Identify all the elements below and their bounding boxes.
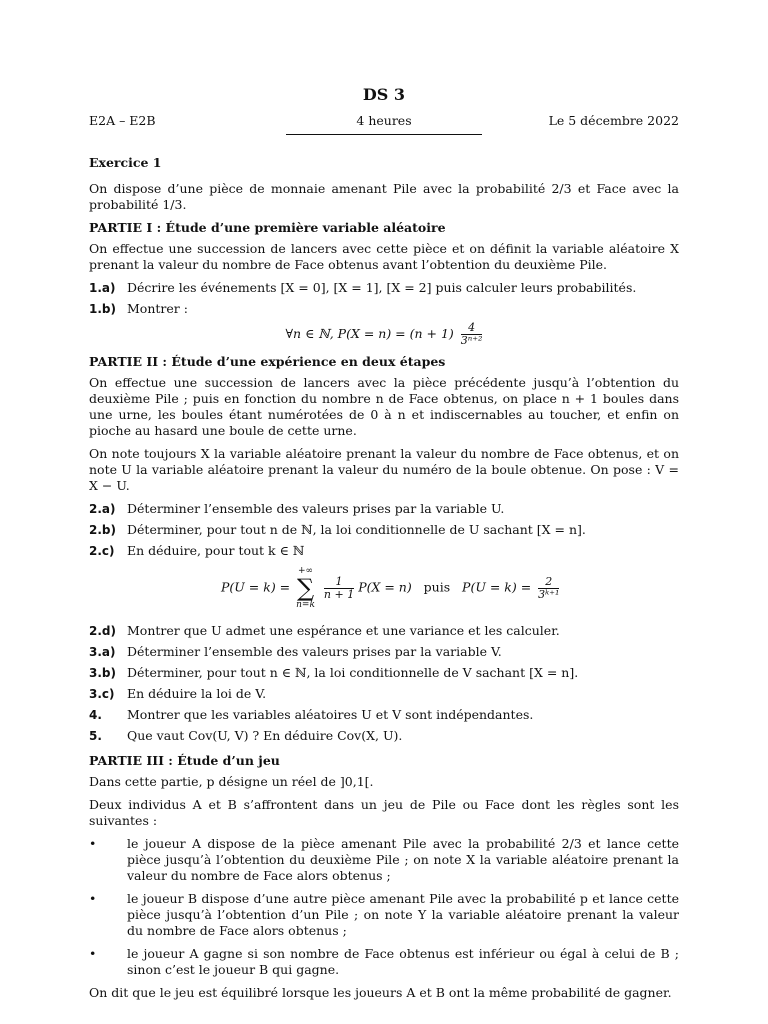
fraction-denominator: 3ⁿ⁺² xyxy=(460,334,483,347)
fraction-denominator: 3ᵏ⁺¹ xyxy=(538,587,560,601)
question-4 xyxy=(89,707,679,723)
question-number: 2.d) xyxy=(89,624,116,638)
bullet-glyph: • xyxy=(89,946,97,961)
equation-2c-content xyxy=(221,566,559,610)
question-text: Montrer : xyxy=(127,301,188,316)
question-number: 3.a) xyxy=(89,645,116,659)
question-3a xyxy=(89,644,679,660)
exercise-title: Exercice 1 xyxy=(89,155,162,170)
fraction-denominator: n + 1 xyxy=(323,587,355,601)
part2-title: PARTIE II : Étude d’une expérience en deux étapes xyxy=(89,354,446,369)
header-duration: 4 heures xyxy=(356,113,412,128)
equation-fraction-2 xyxy=(538,576,559,601)
equation-lhs: ∀n ∈ ℕ, P(X = n) = (n + 1) xyxy=(285,326,454,341)
part3-title: PARTIE III : Étude d’un jeu xyxy=(89,753,280,768)
question-3c xyxy=(89,686,679,702)
equation-word: puis xyxy=(423,579,451,595)
equation-lhs: P(U = k) = xyxy=(221,579,291,595)
part2-intro-1: On effectue une succession de lancers avec la pièce précédente jusqu’à l’obtention du deuxième Pile ; puis en fonction du nombre n de Face obtenus, on place n + 1 boules dans une urne, les boules étant numérotées de 0 à n et indiscernables au toucher, et enfin on pioche au hasard une boule de cette urne. xyxy=(89,375,679,438)
fraction-numerator: 2 xyxy=(538,576,559,589)
equation-fraction xyxy=(324,576,354,601)
question-text: Montrer que les variables aléatoires U et V sont indépendantes. xyxy=(127,707,534,722)
header-row xyxy=(89,113,679,131)
equation-rhs: P(U = k) = xyxy=(462,579,532,595)
question-number: 2.b) xyxy=(89,523,116,537)
part1-intro: On effectue une succession de lancers avec cette pièce et on définit la variable aléatoire X prenant la valeur du nombre de Face obtenus avant l’obtention du deuxième Pile. xyxy=(89,241,679,272)
part3-intro-1: Dans cette partie, p désigne un réel de ]0,1[. xyxy=(89,774,374,789)
question-text: En déduire, pour tout k ∈ ℕ xyxy=(127,543,305,558)
header-date: Le 5 décembre 2022 xyxy=(548,113,679,128)
sum-lower-bound: n=k xyxy=(296,600,315,610)
bullet-glyph: • xyxy=(89,836,97,851)
fraction-numerator: 4 xyxy=(461,322,483,335)
rule-bullet xyxy=(89,946,679,978)
question-1a xyxy=(89,280,679,296)
question-2d xyxy=(89,623,679,639)
question-text: En déduire la loi de V. xyxy=(127,686,267,701)
question-text: Que vaut Cov(U, V) ? En déduire Cov(X, U). xyxy=(127,728,403,743)
question-2c xyxy=(89,543,679,559)
question-number: 3.c) xyxy=(89,687,115,701)
part3-intro-2: Deux individus A et B s’affrontent dans un jeu de Pile ou Face dont les règles sont les suivantes : xyxy=(89,797,679,828)
question-5 xyxy=(89,728,679,744)
part1-title: PARTIE I : Étude d’une première variable aléatoire xyxy=(89,220,446,235)
rule-bullet xyxy=(89,891,679,939)
question-number: 2.a) xyxy=(89,502,116,516)
equation-term: P(X = n) xyxy=(358,579,412,595)
question-number: 1.a) xyxy=(89,281,116,295)
rule-bullet xyxy=(89,836,679,884)
bullet-text: le joueur A dispose de la pièce amenant Pile avec la probabilité 2/3 et lance cette pièce jusqu’à l’obtention du deuxième Pile ; on note X la variable aléatoire prenant la valeur du nombre de Face alors obtenus ; xyxy=(127,836,679,883)
question-text: Déterminer l’ensemble des valeurs prises par la variable U. xyxy=(127,501,505,516)
bullet-glyph: • xyxy=(89,891,97,906)
sum-symbol xyxy=(296,566,315,610)
sum-upper-bound: +∞ xyxy=(298,566,314,576)
part3-closing: On dit que le jeu est équilibré lorsque les joueurs A et B ont la même probabilité de gagner. xyxy=(89,985,672,1000)
document-title: DS 3 xyxy=(362,85,406,104)
header-rule xyxy=(286,134,482,135)
question-number: 4. xyxy=(89,708,102,722)
part2-intro-2: On note toujours X la variable aléatoire prenant la valeur du nombre de Face obtenus, et on note U la variable aléatoire prenant la valeur du numéro de la boule obtenue. On pose : V = X − U. xyxy=(89,446,679,493)
question-number: 1.b) xyxy=(89,302,116,316)
equation-2c xyxy=(89,564,679,616)
equation-1b xyxy=(89,322,679,347)
question-2b xyxy=(89,522,679,538)
equation-fraction xyxy=(461,322,483,347)
question-1b xyxy=(89,301,679,317)
fraction-numerator: 1 xyxy=(324,576,354,589)
document-body xyxy=(89,155,679,1008)
sigma-glyph: ∑ xyxy=(296,574,315,602)
header-class: E2A – E2B xyxy=(89,113,156,128)
exercise-intro: On dispose d’une pièce de monnaie amenant Pile avec la probabilité 2/3 et Face avec la probabilité 1/3. xyxy=(89,181,679,212)
question-number: 2.c) xyxy=(89,544,115,558)
bullet-text: le joueur B dispose d’une autre pièce amenant Pile avec la probabilité p et lance cette pièce jusqu’à l’obtention d’un Pile ; on note Y la variable aléatoire prenant la valeur du nombre de Face alors obtenus ; xyxy=(127,891,679,938)
question-text: Déterminer, pour tout n de ℕ, la loi conditionnelle de U sachant [X = n]. xyxy=(127,522,586,537)
question-number: 5. xyxy=(89,729,102,743)
bullet-text: le joueur A gagne si son nombre de Face obtenus est inférieur ou égal à celui de B ; sinon c’est le joueur B qui gagne. xyxy=(127,946,679,977)
question-text: Décrire les événements [X = 0], [X = 1], [X = 2] puis calculer leurs probabilités. xyxy=(127,280,637,295)
question-2a xyxy=(89,501,679,517)
question-text: Montrer que U admet une espérance et une variance et les calculer. xyxy=(127,623,560,638)
question-3b xyxy=(89,665,679,681)
question-text: Déterminer l’ensemble des valeurs prises par la variable V. xyxy=(127,644,502,659)
question-number: 3.b) xyxy=(89,666,116,680)
question-text: Déterminer, pour tout n ∈ ℕ, la loi conditionnelle de V sachant [X = n]. xyxy=(127,665,579,680)
